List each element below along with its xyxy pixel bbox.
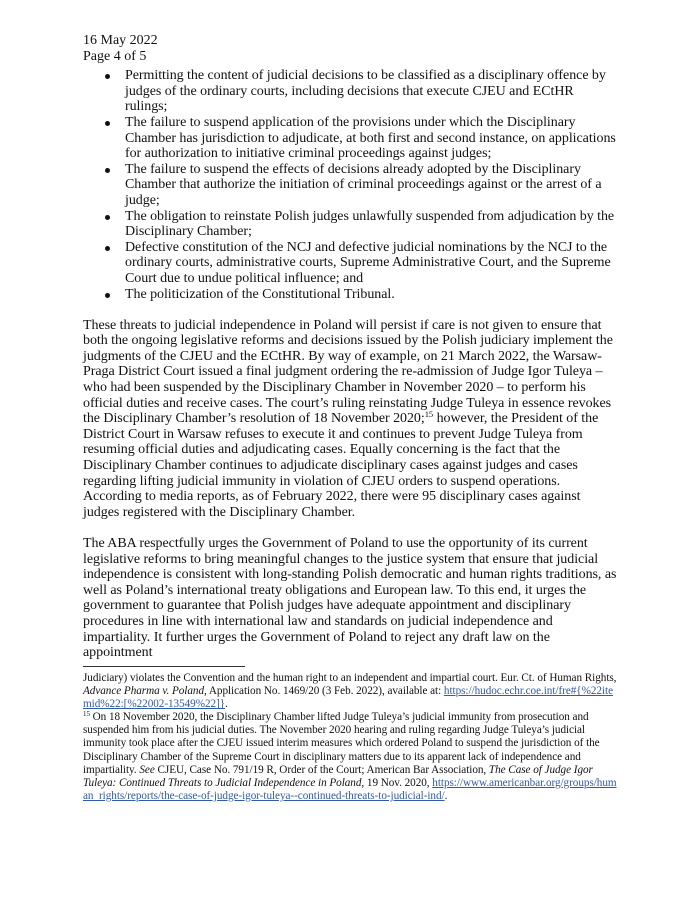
bullet-item (83, 209, 618, 240)
bullet-text: The failure to suspend application of the provisions under which the Disciplinary Chamber has jurisdiction to adjudicate, at both first and second instance, on applications for authorization to initiative criminal proceedings against judges; (125, 114, 616, 162)
bullet-text: The politicization of the Constitutional Tribunal. (125, 286, 395, 302)
bullet-item (83, 68, 618, 115)
footnote-15 (83, 711, 618, 803)
bullet-icon (105, 215, 110, 220)
footnote-separator (83, 666, 245, 667)
bullet-icon (105, 293, 110, 298)
footnotes-section (83, 666, 618, 803)
document-page (83, 33, 618, 661)
concerns-bullet-list (83, 68, 618, 302)
footnote-text: . (225, 698, 228, 711)
aba-report-link[interactable]: https://www.americanbar.org/groups/human_rights/reports/the-case-of-judge-igor-tuleya--continued-threats-to-judicial-ind/ (83, 776, 617, 802)
footnote-14-continued (83, 672, 618, 711)
bullet-text: Permitting the content of judicial decisions to be classified as a disciplinary offence by judges of the ordinary courts, including decisions that execute CJEU and ECtHR rulings; (125, 68, 606, 115)
paragraph-threats (83, 318, 618, 521)
hudoc-link[interactable]: https://hudoc.echr.coe.int/fre#{%22itemid%22:[%22002-13549%22]} (83, 685, 613, 711)
paragraph-text: These threats to judicial independence in Poland will persist if care is not given to ensure that both the ongoing legislative reforms and decisions issued by the Polish judiciary implement the judgments of the CJEU and the ECtHR. By way of example, on 21 March 2022, the Warsaw-Praga District Court issued a final judgment ordering the re-admission of Judge Igor Tuleya – who had been suspended by the Disciplinary Chamber in November 2020 – to perform his official duties and receive cases. The court’s ruling reinstating Judge Tuleya in essence revokes the Disciplinary Chamber’s resolution of 18 November 2020; (83, 317, 613, 427)
report-title: The Case of Judge Igor Tuleya: Continued Threats to Judicial Independence in Poland (83, 763, 593, 789)
footnote-text: On 18 November 2020, the Disciplinary Chamber lifted Judge Tuleya’s judicial immunity from prosecution and suspended him from his judicial duties. The November 2020 hearing and ruling regarding Judge Tuleya’s judicial immunity took place after the CJEU issued interim measures which ordered Poland to suspend the jurisdiction of the Disciplinary Chamber of the Supreme Court in disciplinary matters due to its apparent lack of independence and impartiality. (83, 711, 600, 776)
footnote-text: Judiciary) violates the Convention and the human right to an independent and impartial court. Eur. Ct. of Human Rights, (83, 672, 617, 684)
paragraph-text: however, the President of the District Court in Warsaw refuses to execute it and continues to prevent Judge Tuleya from resuming official duties and adjudicating cases. Equally concerning is the fact that the Disciplinary Chamber continues to adjudicate disciplinary cases against judges and cases regarding lifting judicial immunity in violation of CJEU orders to suspend operations. According to media reports, as of February 2022, there were 95 disciplinary cases against judges registered with the Disciplinary Chamber. (83, 411, 599, 520)
see-signal: See (139, 763, 155, 776)
bullet-item (83, 115, 618, 162)
footnote-text: CJEU, Case No. 791/19 R, Order of the Court; American Bar Association, (154, 763, 489, 776)
bullet-text: The obligation to reinstate Polish judges unlawfully suspended from adjudication by the Disciplinary Chamber; (125, 208, 615, 240)
header-date: 16 May 2022 (83, 33, 158, 48)
bullet-item (83, 287, 618, 303)
case-title: Advance Pharma v. Poland (83, 685, 204, 698)
bullet-icon (105, 168, 110, 173)
footnote-reference-15[interactable]: 15 (424, 409, 434, 420)
footnote-number: 15 (83, 710, 90, 719)
bullet-icon (105, 246, 110, 251)
bullet-item (83, 162, 618, 209)
footnote-text: , 19 Nov. 2020, (361, 776, 433, 789)
footnote-text: . (444, 789, 448, 802)
bullet-icon (105, 74, 110, 79)
paragraph-aba-urges: The ABA respectfully urges the Government of Poland to use the opportunity of its current legislative reforms to bring meaningful changes to the justice system that ensure that judicial independence is consistent with long-standing Polish democratic and human rights traditions, as well as Poland’s international treaty obligations and European law. To this end, it urges the government to guarantee that Polish judges have adequate appointment and disciplinary procedures in line with international law and standards on judicial independence and impartiality. It further urges the Government of Poland to reject any draft law on the appointment (83, 536, 617, 661)
bullet-item (83, 240, 618, 287)
bullet-icon (105, 121, 110, 126)
header-page-number: Page 4 of 5 (83, 48, 147, 64)
bullet-text: Defective constitution of the NCJ and defective judicial nominations by the NCJ to the ordinary courts, administrative courts, Supreme Administrative Court, and the Supreme Court due to undue political influence; and (125, 239, 611, 286)
footnote-text: , Application No. 1469/20 (3 Feb. 2022), available at: (204, 685, 444, 698)
bullet-text: The failure to suspend the effects of decisions already adopted by the Disciplinary Chamber that authorize the initiation of criminal proceedings against or the arrest of a judge; (125, 161, 602, 208)
